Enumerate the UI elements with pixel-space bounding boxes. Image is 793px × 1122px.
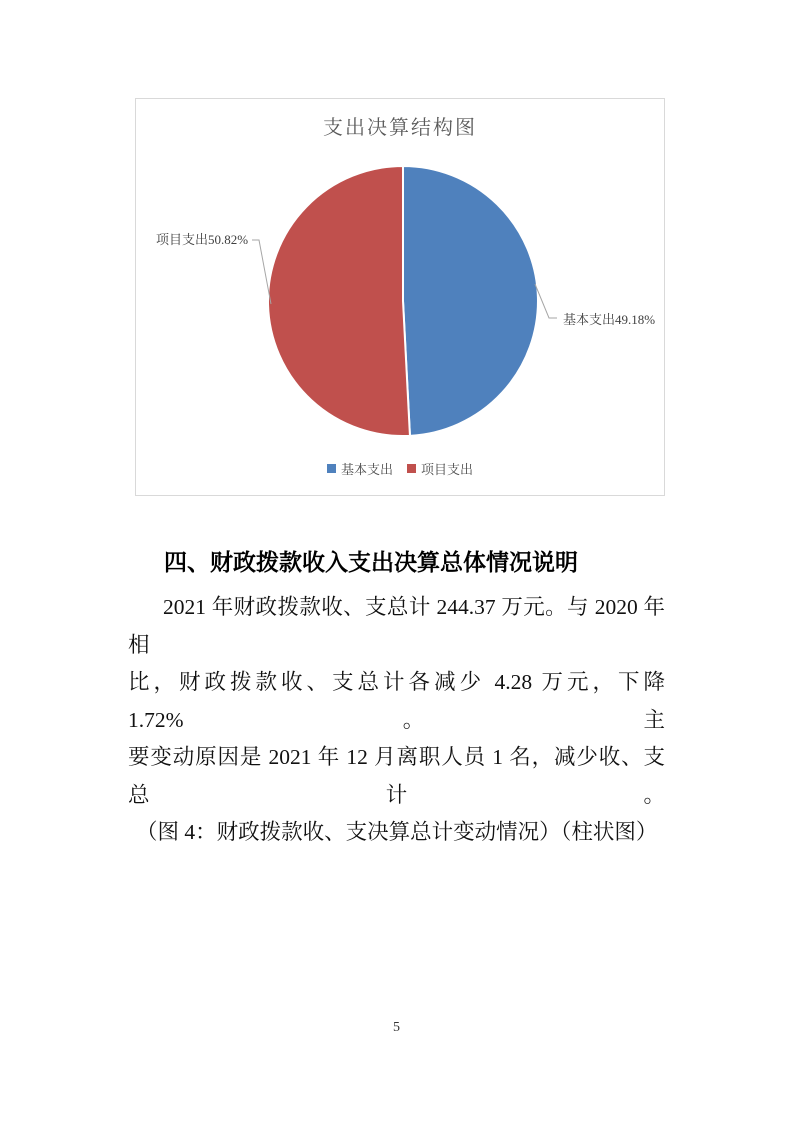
data-label-basic-expenditure: 基本支出49.18%	[563, 312, 656, 327]
paragraph-2: （图 4：财政拨款收、支决算总计变动情况）（柱状图）	[136, 820, 658, 844]
legend-item-project	[407, 459, 473, 478]
body-line: 比，财政拨款收、支总计各减少 4.28 万元，下降 1.72%。主	[128, 670, 665, 732]
chart-title: 支出决算结构图	[323, 117, 477, 139]
pie-slices	[268, 166, 538, 436]
paragraph-1	[128, 589, 665, 814]
pie-chart	[136, 99, 664, 495]
section-heading: 四、财政拨款收入支出决算总体情况说明	[164, 549, 578, 575]
legend-swatch-basic-icon	[327, 464, 336, 473]
chart-legend	[136, 459, 664, 478]
legend-swatch-project-icon	[407, 464, 416, 473]
data-label-project-expenditure: 项目支出50.82%	[156, 232, 249, 247]
legend-label-project: 项目支出	[421, 462, 474, 477]
page-number: 5	[393, 1020, 400, 1035]
legend-item-basic	[327, 459, 393, 478]
body-line: 2021 年财政拨款收、支总计 244.37 万元。与 2020 年相	[128, 595, 665, 657]
section-four	[128, 548, 665, 852]
body-line: 要变动原因是 2021 年 12 月离职人员 1 名，减少收、支总计。	[128, 745, 665, 807]
pie-slice-project	[268, 166, 410, 436]
legend-label-basic: 基本支出	[340, 462, 393, 477]
pie-slice-basic	[403, 166, 538, 436]
pie-chart-panel	[135, 98, 665, 496]
